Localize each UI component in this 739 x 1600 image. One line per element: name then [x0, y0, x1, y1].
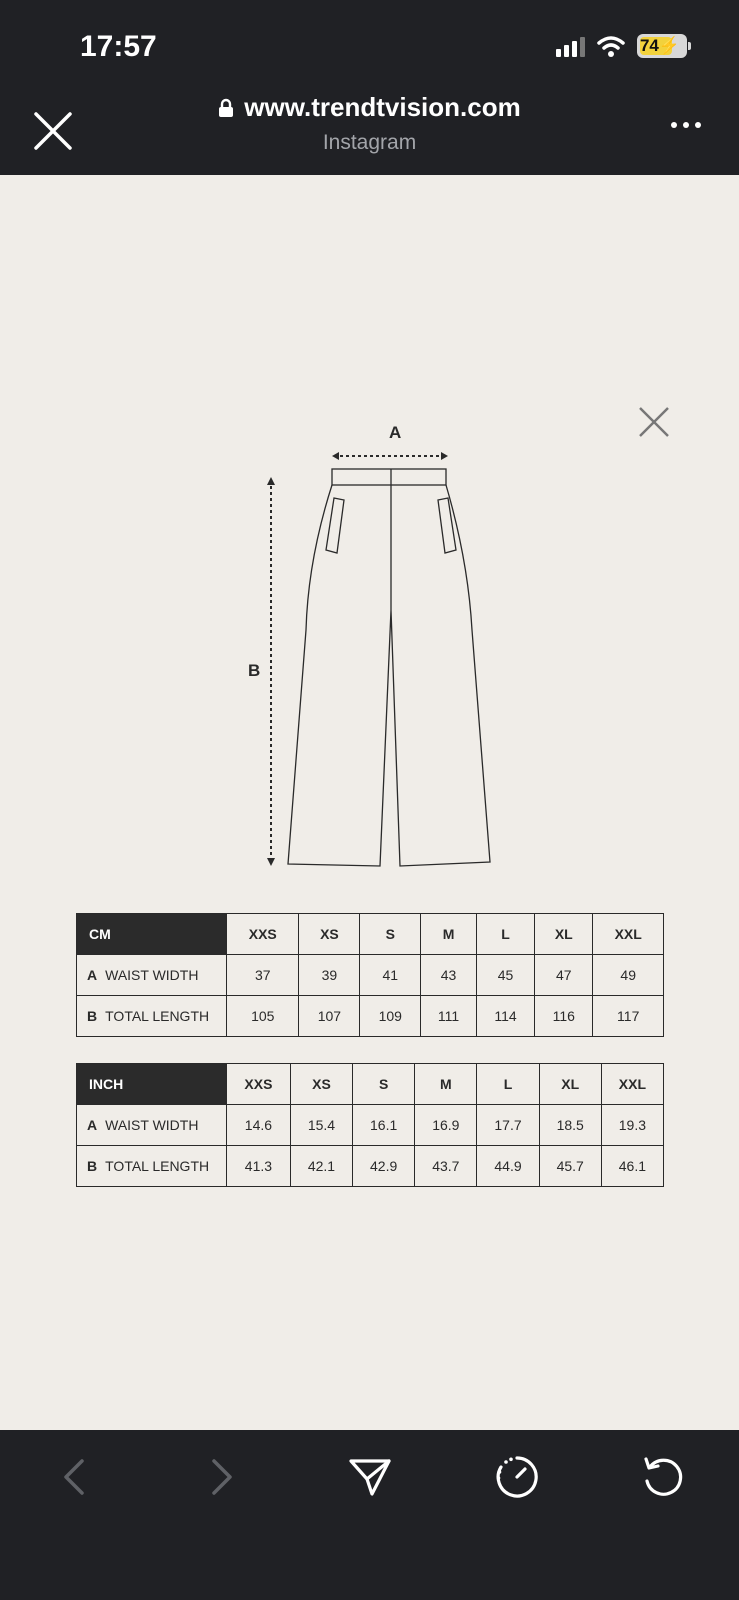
size-header: S: [353, 1064, 415, 1105]
table-cell: 117: [593, 996, 664, 1037]
row-label-text: TOTAL LENGTH: [105, 1158, 210, 1174]
send-icon: [348, 1457, 392, 1497]
back-button[interactable]: [50, 1452, 100, 1502]
table-cell: 47: [535, 955, 593, 996]
address-area[interactable]: [0, 92, 739, 155]
row-label: [77, 955, 227, 996]
unit-header: CM: [77, 914, 227, 955]
wifi-icon: [597, 35, 625, 57]
row-label: [77, 1146, 227, 1187]
table-row: [77, 996, 664, 1037]
table-cell: 15.4: [290, 1105, 352, 1146]
row-key: B: [87, 1158, 98, 1174]
row-label-text: WAIST WIDTH: [105, 967, 199, 983]
row-label-text: WAIST WIDTH: [105, 1117, 199, 1133]
table-cell: 18.5: [539, 1105, 601, 1146]
table-cell: 46.1: [601, 1146, 663, 1187]
url-text: www.trendtvision.com: [244, 92, 521, 122]
size-header: M: [421, 914, 477, 955]
timer-icon: [495, 1455, 539, 1499]
table-cell: 45: [476, 955, 534, 996]
table-cell: 43: [421, 955, 477, 996]
size-table-cm: [76, 913, 664, 1037]
lock-icon: [218, 98, 234, 118]
url-display[interactable]: [218, 92, 520, 123]
table-cell: 43.7: [415, 1146, 477, 1187]
table-cell: 114: [476, 996, 534, 1037]
battery-level: 74: [639, 36, 659, 55]
table-cell: 39: [299, 955, 360, 996]
table-cell: 116: [535, 996, 593, 1037]
table-cell: 14.6: [227, 1105, 291, 1146]
row-label-text: TOTAL LENGTH: [105, 1008, 210, 1024]
table-cell: 107: [299, 996, 360, 1037]
table-cell: 41.3: [227, 1146, 291, 1187]
row-key: A: [87, 1117, 98, 1133]
pants-diagram: [240, 410, 500, 880]
row-key: B: [87, 1008, 98, 1024]
table-cell: 16.1: [353, 1105, 415, 1146]
table-cell: 19.3: [601, 1105, 663, 1146]
size-header: XXS: [227, 1064, 291, 1105]
browser-bottom-bar: [0, 1430, 739, 1600]
size-table-inch: [76, 1063, 664, 1187]
table-cell: 17.7: [477, 1105, 539, 1146]
unit-header: INCH: [77, 1064, 227, 1105]
size-header: XXS: [227, 914, 299, 955]
size-header: M: [415, 1064, 477, 1105]
table-cell: 111: [421, 996, 477, 1037]
size-header: XXL: [601, 1064, 663, 1105]
label-a: A: [389, 423, 402, 442]
table-cell: 45.7: [539, 1146, 601, 1187]
label-b: B: [248, 661, 261, 680]
table-cell: 44.9: [477, 1146, 539, 1187]
forward-button[interactable]: [196, 1452, 246, 1502]
source-label: Instagram: [322, 131, 417, 154]
table-header-row: [77, 1064, 664, 1105]
table-cell: 105: [227, 996, 299, 1037]
table-cell: 42.9: [353, 1146, 415, 1187]
row-key: A: [87, 967, 98, 983]
chevron-left-icon: [60, 1457, 90, 1497]
size-header: XS: [290, 1064, 352, 1105]
table-row: [77, 1146, 664, 1187]
chevron-right-icon: [206, 1457, 236, 1497]
table-cell: 41: [360, 955, 421, 996]
table-row: [77, 955, 664, 996]
reload-button[interactable]: [638, 1452, 688, 1502]
size-header: XL: [535, 914, 593, 955]
table-cell: 109: [360, 996, 421, 1037]
status-icons: [556, 34, 687, 58]
table-row: [77, 1105, 664, 1146]
reload-icon: [641, 1455, 685, 1499]
more-icon[interactable]: [671, 122, 701, 128]
size-header: L: [477, 1064, 539, 1105]
table-cell: 49: [593, 955, 664, 996]
status-time: 17:57: [80, 30, 157, 63]
share-button[interactable]: [345, 1452, 395, 1502]
cellular-signal-icon: [556, 35, 585, 57]
size-header: XS: [299, 914, 360, 955]
table-cell: 42.1: [290, 1146, 352, 1187]
browser-top-bar: [0, 0, 739, 175]
table-cell: 37: [227, 955, 299, 996]
size-header: S: [360, 914, 421, 955]
size-header: XXL: [593, 914, 664, 955]
close-icon[interactable]: [636, 404, 672, 440]
row-label: [77, 1105, 227, 1146]
size-header: L: [476, 914, 534, 955]
timer-button[interactable]: [492, 1452, 542, 1502]
table-cell: 16.9: [415, 1105, 477, 1146]
table-header-row: [77, 914, 664, 955]
size-header: XL: [539, 1064, 601, 1105]
battery-icon: 74 ⚡: [637, 34, 687, 58]
row-label: [77, 996, 227, 1037]
